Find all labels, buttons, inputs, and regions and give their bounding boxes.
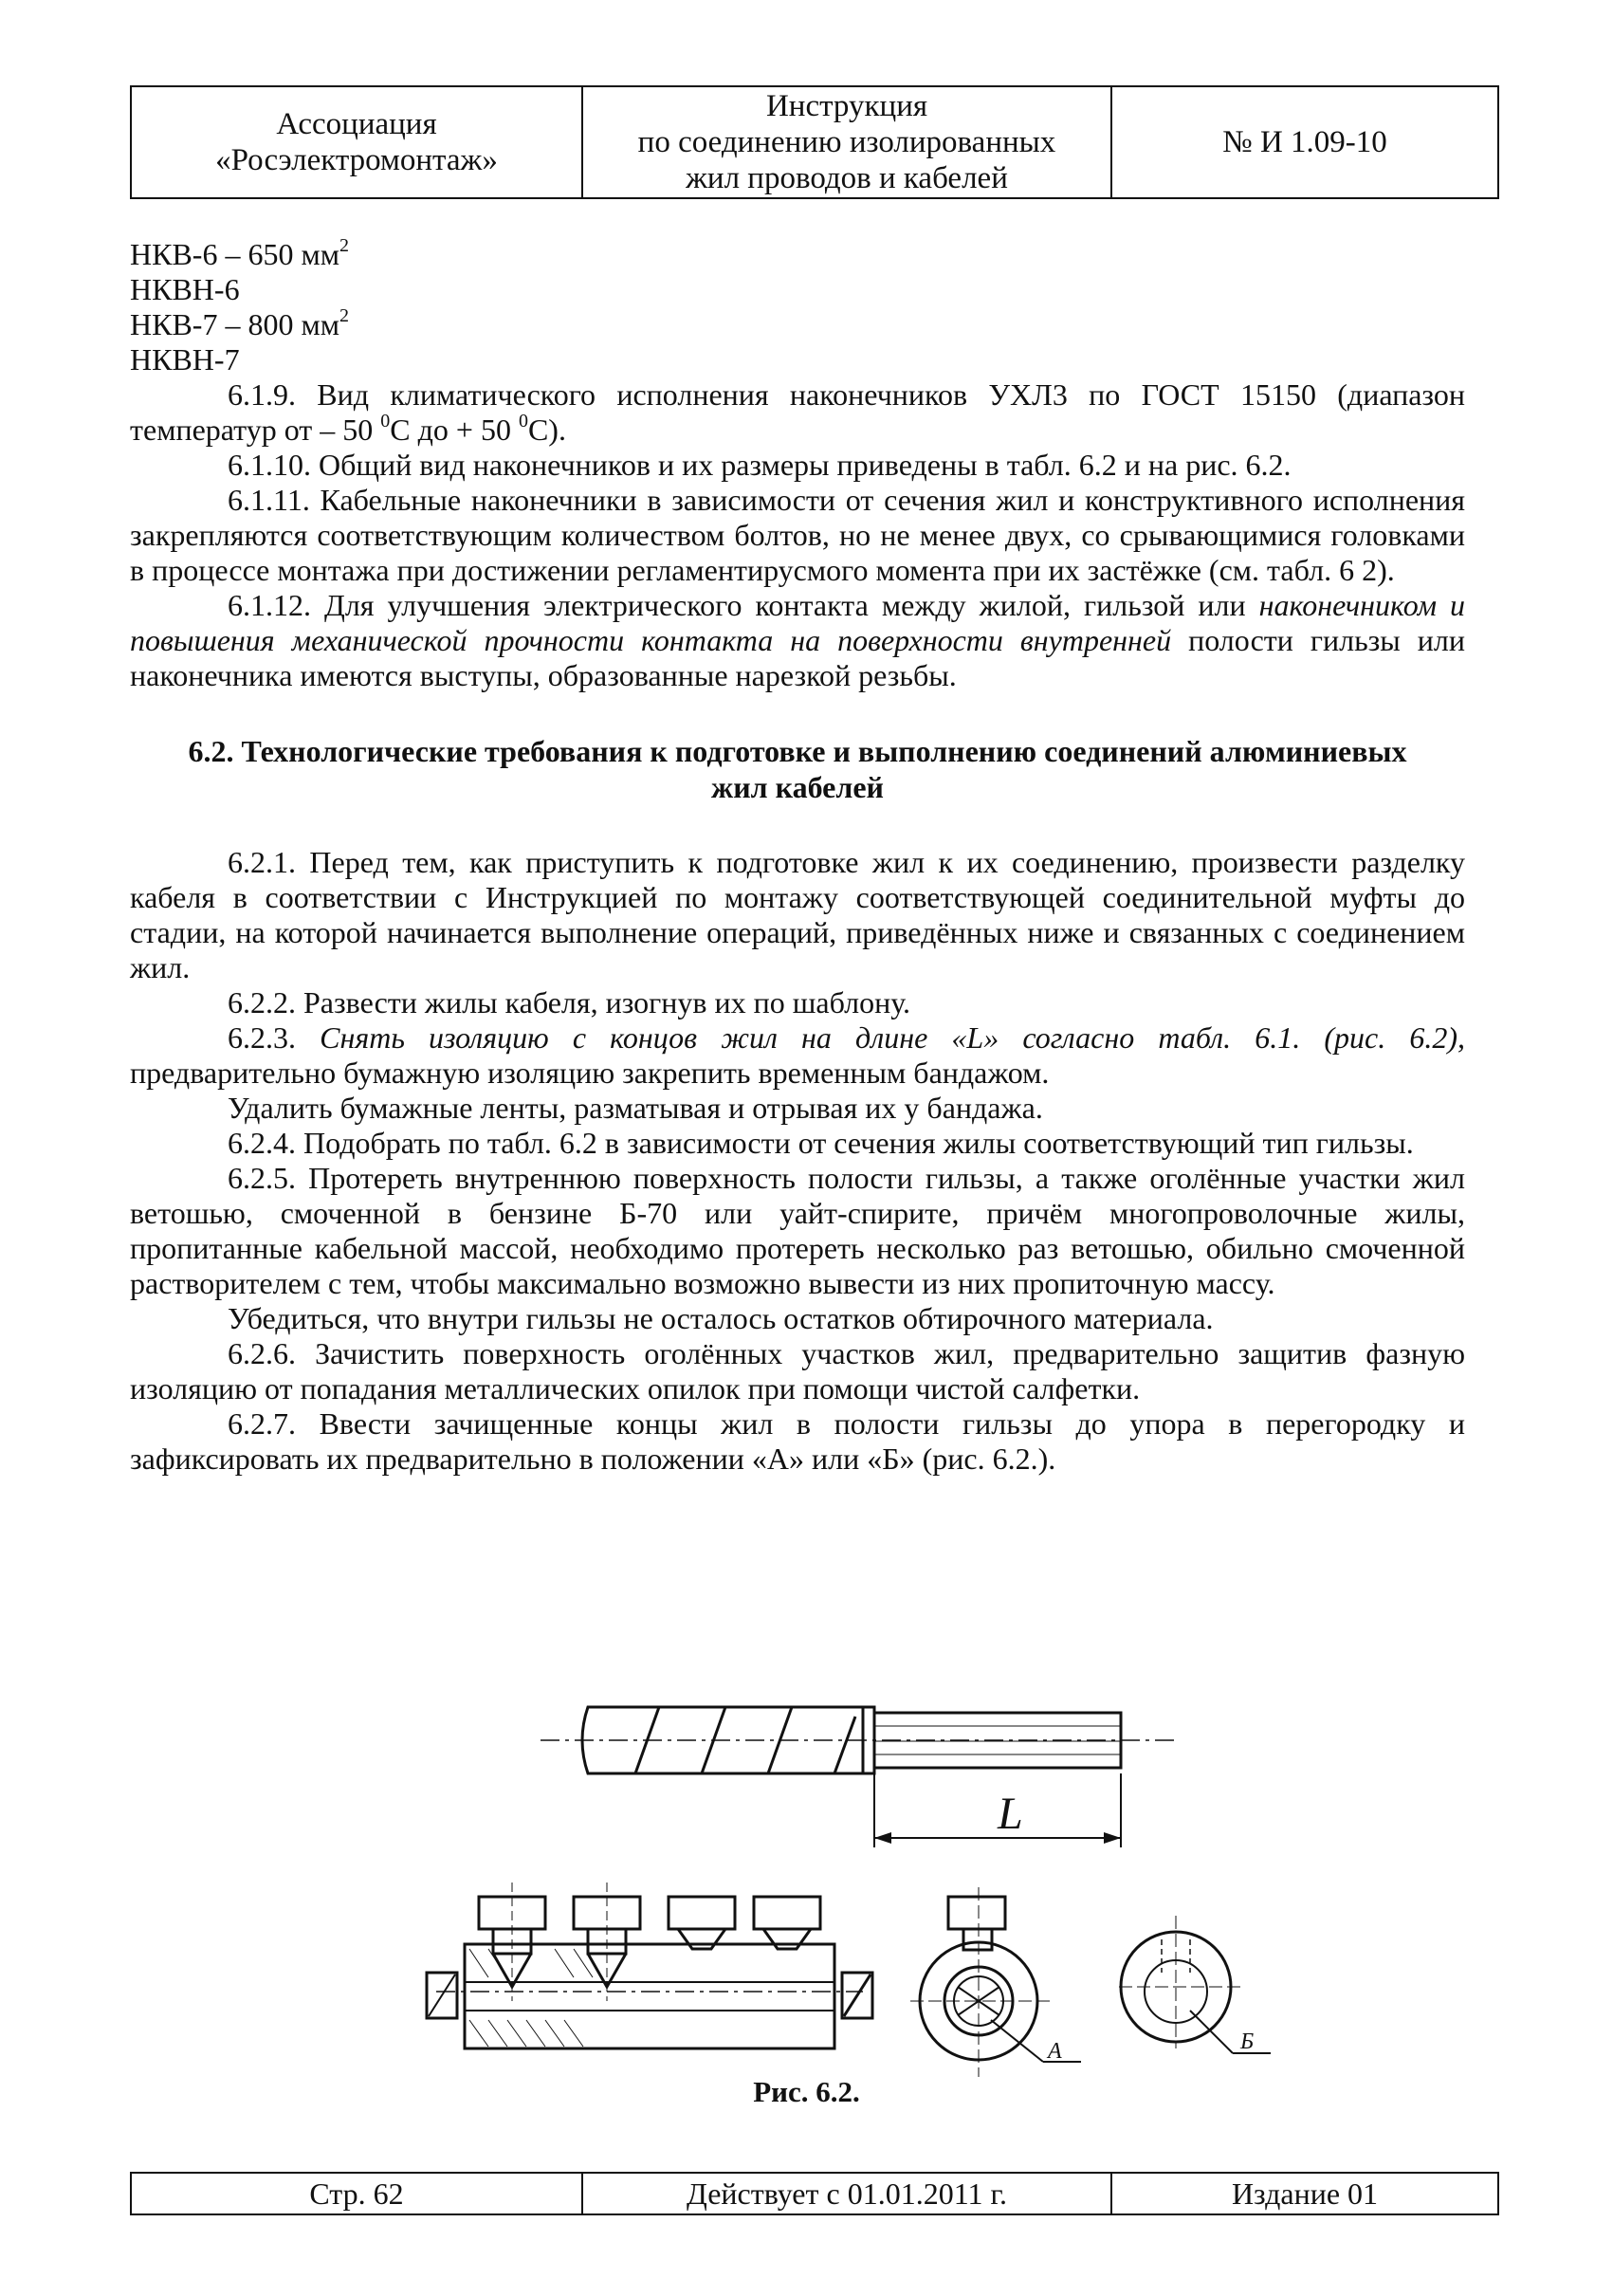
paragraph-6-2-4: 6.2.4. Подобрать по табл. 6.2 в зависимости от сечения жилы соответствующий тип гильзы. <box>228 1126 1414 1160</box>
section-title: 6.2. Технологические требования к подготовке и выполнению соединений алюминиевых жил кабелей <box>188 734 1407 804</box>
title-line-2: по соединению изолированных <box>637 125 1056 159</box>
list-item: НКВ-6 – 650 $мм^2$ <box>130 235 349 271</box>
paragraph-6-2-2: 6.2.2. Развести жилы кабеля, изогнув их по шаблону. <box>228 985 910 1019</box>
title-line-3: жил проводов и кабелей <box>686 161 1008 195</box>
header-organization <box>132 87 583 197</box>
paragraph-6-2-1: 6.2.1. Перед тем, как приступить к подготовке жил к их соединению, произвести разделку кабеля в соответствии с Инструкцией по монтажу соответствующей соединительной муфты до стадии, на которой начинается выполнение операций, приведённых ниже и связанных с соединением жил. <box>130 845 1465 984</box>
paragraph-6-2-5: 6.2.5. Протереть внутреннюю поверхность полости гильзы, а также оголённые участки жил ветошью, смоченной в бензине Б-70 или уайт-спирите, причём многопроволочные жилы, пропитанные кабельной массой, необходимо протереть несколько раз ветошью, обильно смоченной растворителем с тем, чтобы максимально возможно вывести из них пропиточную массу. <box>130 1161 1465 1300</box>
footer-edition: Издание 01 <box>1231 2176 1379 2211</box>
paragraph-6-2-6: 6.2.6. Зачистить поверхность оголённых участков жил, предварительно защитив фазную изоляцию от попадания металлических опилок при помощи чистой салфетки. <box>130 1336 1465 1405</box>
paragraph-6-1-10: 6.1.10. Общий вид наконечников и их размеры приведены в табл. 6.2 и на рис. 6.2. <box>228 448 1292 482</box>
sleeve-side-view <box>427 1883 872 2048</box>
footer-table <box>130 2172 1499 2215</box>
paragraph-6-2-3: 6.2.3. Снять изоляцию с концов жил на длине «L» согласно табл. 6.1. (рис. 6.2), предварительно бумажную изоляцию закрепить временным бандажом. <box>130 1020 1466 1090</box>
label-A: А <box>1048 2039 1062 2064</box>
header-document-title <box>583 87 1112 197</box>
label-B: Б <box>1240 2030 1255 2054</box>
paragraph-6-2-3-cont: Удалить бумажные ленты, разматывая и отрывая их у бандажа. <box>228 1091 1043 1125</box>
paragraph-6-2-5-cont: Убедиться, что внутри гильзы не осталось остатков обтирочного материала. <box>228 1301 1214 1335</box>
figure-6-2-drawing <box>417 1698 1290 2105</box>
org-line-2: «Росэлектромонтаж» <box>215 143 498 177</box>
paragraph-6-1-9: 6.1.9. Вид климатического исполнения наконечников УХЛ3 по ГОСТ 15150 (диапазон температур от – 50 $^0$С до + 50 $^0$С). <box>130 377 1465 447</box>
title-line-1: Инструкция <box>765 89 928 123</box>
cable-stripping-drawing <box>541 1707 1176 1847</box>
header-document-number <box>1112 87 1497 197</box>
paragraph-6-1-11: 6.1.11. Кабельные наконечники в зависимости от сечения жил и конструктивного исполнения закрепляются соответствующим количеством болтов, но не менее двух, со срывающимися головками в процессе монтажа при достижении регламентирусмого момента при их застёжке (см. табл. 6 2). <box>130 483 1465 587</box>
doc-number: № И 1.09-10 <box>1222 125 1387 159</box>
list-item: НКВ-7 – 800 $мм^2$ <box>130 305 349 341</box>
list-item: НКВН-7 <box>130 342 240 377</box>
page-body <box>130 237 1465 1477</box>
paragraph-6-1-12: 6.1.12. Для улучшения электрического контакта между жилой, гильзой или наконечником и повышения механической прочности контакта на поверхности внутренней полости гильзы или наконечника имеются выступы, образованные нарезкой резьбы. <box>130 588 1466 692</box>
footer-effective-date: Действует с 01.01.2011 г. <box>583 2174 1112 2213</box>
label-L: L <box>998 1789 1023 1839</box>
paragraph-6-2-7: 6.2.7. Ввести зачищенные концы жил в полости гильзы до упора в перегородку и зафиксировать их предварительно в положении «А» или «Б» (рис. 6.2.). <box>130 1406 1465 1476</box>
figure-caption: Рис. 6.2. <box>753 2075 860 2108</box>
list-item: НКВН-6 <box>130 272 240 306</box>
org-line-1: Ассоциация <box>276 107 437 141</box>
footer-page: Стр. 62 <box>132 2174 583 2213</box>
header-table <box>130 85 1499 199</box>
